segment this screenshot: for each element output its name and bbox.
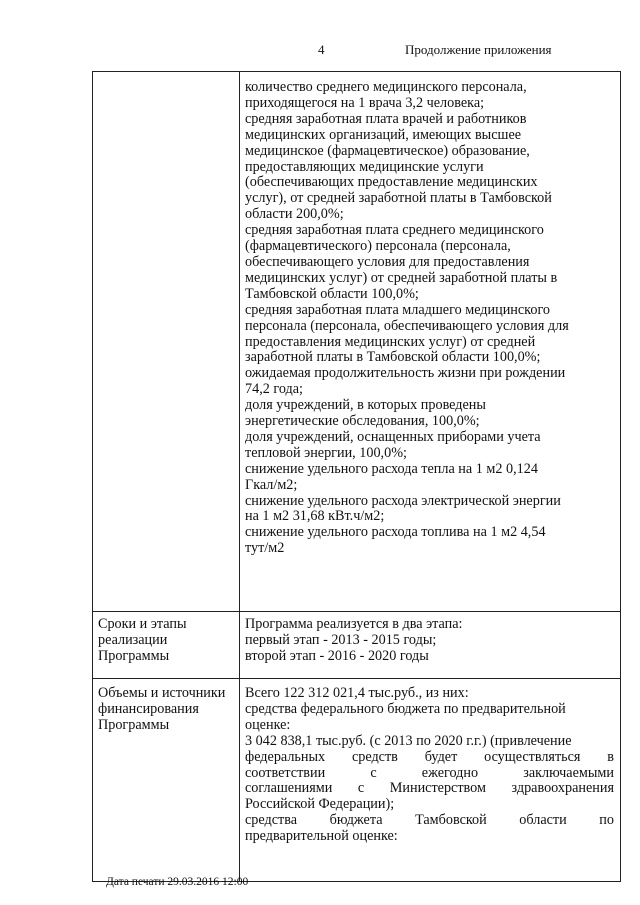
text-line: средняя заработная плата врачей и работников: [245, 110, 527, 127]
text-line: средства федерального бюджета по предварительной: [245, 700, 566, 717]
text-line: снижение удельного расхода топлива на 1 м2 4,54: [245, 524, 546, 541]
text-line: предоставляющих медицинские услуги: [245, 158, 484, 175]
text-line: обеспечивающего условия для предоставления: [245, 253, 530, 270]
text-line: приходящегося на 1 врача 3,2 человека;: [245, 94, 485, 111]
table-row-targets: [93, 72, 621, 612]
passport-table: [92, 71, 621, 882]
text-line: предварительной оценке:: [245, 828, 398, 845]
row-label: Программы: [98, 716, 170, 733]
text-line: Гкал/м2;: [245, 476, 298, 493]
text-line: предоставления медицинских услуг) от средней: [245, 333, 536, 350]
text-line: доля учреждений, оснащенных приборами учета: [245, 428, 541, 445]
text-line: медицинское (фармацевтическое) образование,: [245, 142, 530, 159]
text-line: медицинских услуг) от средней заработной платы в: [245, 269, 558, 286]
row-label: финансирования: [98, 700, 199, 717]
text-line: количество среднего медицинского персонала,: [245, 79, 527, 95]
text-line: Тамбовской области 100,0%;: [245, 285, 419, 302]
timing-label-cell: [93, 612, 240, 679]
text-line: медицинских организаций, имеющих высшее: [245, 126, 522, 143]
text-line: средняя заработная плата младшего медицинского: [245, 301, 551, 318]
funding-content-cell: [240, 679, 621, 882]
text-line: средства бюджета Тамбовской области по: [245, 812, 614, 829]
text-line: тепловой энергии, 100,0%;: [245, 444, 407, 461]
row-label: реализации: [98, 631, 168, 648]
text-line: 74,2 года;: [245, 381, 303, 398]
text-line: оценке:: [245, 716, 291, 733]
text-line: Российской Федерации);: [245, 796, 395, 813]
row-label-cell: [93, 72, 240, 612]
continuation-note: Продолжение приложения: [405, 42, 552, 57]
row-label: Программы: [98, 647, 170, 664]
text-line: доля учреждений, в которых проведены: [245, 397, 486, 414]
text-line: (обеспечивающих предоставление медицинских: [245, 174, 538, 191]
text-line: услуг), от средней заработной платы в Тамбовской: [245, 190, 552, 207]
text-line: на 1 м2 31,68 кВт.ч/м2;: [245, 508, 385, 525]
text-line: первый этап - 2013 - 2015 годы;: [245, 631, 437, 648]
text-line: снижение удельного расхода тепла на 1 м2 0,124: [245, 460, 538, 477]
text-line: Всего 122 312 021,4 тыс.руб., из них:: [245, 685, 469, 701]
text-line: соответствии с ежегодно заключаемыми: [245, 764, 614, 781]
timing-content-cell: [240, 612, 621, 679]
table-row-timing: [93, 612, 621, 679]
text-line: области 200,0%;: [245, 206, 344, 223]
text-line: энергетические обследования, 100,0%;: [245, 413, 480, 430]
funding-label-cell: [93, 679, 240, 882]
text-line: второй этап - 2016 - 2020 годы: [245, 647, 429, 664]
text-line: ожидаемая продолжительность жизни при рождении: [245, 365, 566, 382]
text-line: Программа реализуется в два этапа:: [245, 616, 463, 632]
row-label: Сроки и этапы: [98, 616, 187, 632]
text-line: персонала (персонала, обеспечивающего условия для: [245, 317, 569, 334]
print-date: Дата печати 29.03.2016 12:00: [106, 876, 249, 888]
text-line: заработной платы в Тамбовской области 100,0%;: [245, 349, 541, 366]
targets-content-cell: [240, 72, 621, 612]
table-row-funding: [93, 679, 621, 882]
text-line: 3 042 838,1 тыс.руб. (с 2013 по 2020 г.г.) (привлечение: [245, 732, 572, 749]
text-line: федеральных средств будет осуществляться в: [245, 748, 614, 765]
text-line: (фармацевтического) персонала (персонала,: [245, 238, 511, 255]
text-line: соглашениями с Министерством здравоохранения: [245, 780, 614, 797]
text-line: средняя заработная плата среднего медицинского: [245, 222, 544, 239]
page-number: 4: [318, 42, 325, 57]
text-line: тут/м2: [245, 540, 285, 557]
text-line: снижение удельного расхода электрической энергии: [245, 492, 561, 509]
row-label: Объемы и источники: [98, 685, 226, 701]
